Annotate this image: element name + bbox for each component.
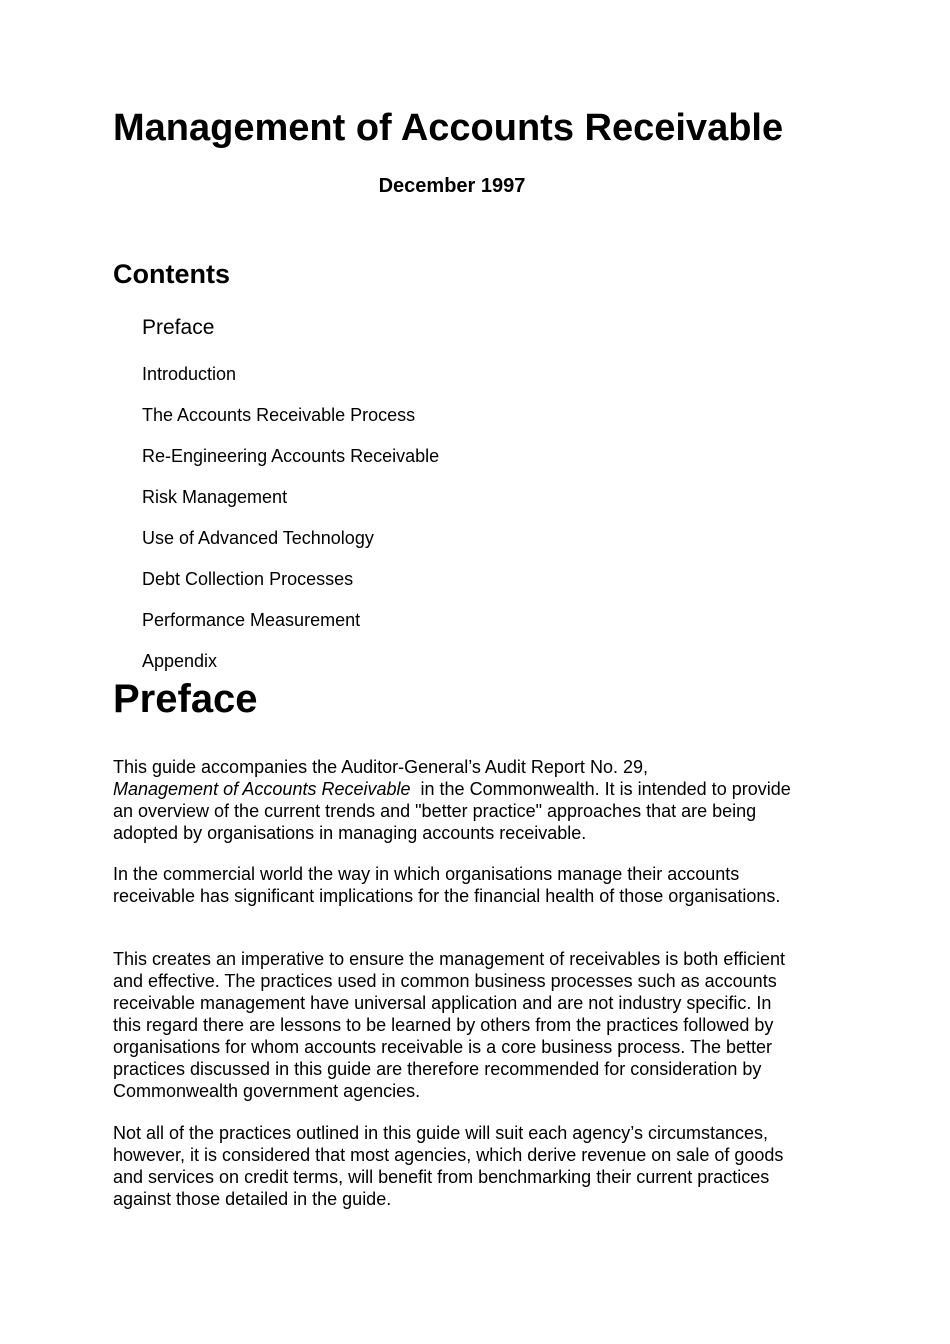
toc-item-re-engineering[interactable]: Re-Engineering Accounts Receivable (142, 446, 440, 466)
contents-heading: Contents (113, 259, 230, 289)
report-title-italic: Management of Accounts Receivable (113, 779, 411, 799)
preface-heading: Preface (113, 677, 258, 721)
preface-paragraph-1 (113, 756, 803, 844)
toc-item-accounts-receivable-process[interactable]: The Accounts Receivable Process (142, 405, 416, 425)
toc-item-preface[interactable]: Preface (142, 316, 215, 339)
preface-paragraph-1-start: This guide accompanies the Auditor-General’s Audit Report No. 29, (113, 757, 648, 777)
preface-paragraph-4: Not all of the practices outlined in this guide will suit each agency’s circumstances, however, it is considered that most agencies, which derive revenue on sale of goods and services on credit terms, will benefit from benchmarking their current practices against those detailed in the guide. (113, 1123, 784, 1209)
preface-paragraph-1-end: in the Commonwealth. It is intended to provide an overview of the current trends and "better practice" approaches that are being adopted by organisations in managing accounts receivable. (113, 779, 791, 843)
preface-paragraph-3: This creates an imperative to ensure the management of receivables is both efficient and effective. The practices used in common business processes such as accounts receivable management have universal application and are not industry specific. In this regard there are lessons to be learned by others from the practices followed by organisations for whom accounts receivable is a core business process. The better practices discussed in this guide are therefore recommended for consideration by Commonwealth government agencies. (113, 949, 786, 1101)
preface-paragraph-2: In the commercial world the way in which organisations manage their accounts receivable has significant implications for the financial health of those organisations. (113, 864, 781, 906)
toc-item-introduction[interactable]: Introduction (142, 364, 237, 384)
toc-item-appendix[interactable]: Appendix (142, 651, 218, 671)
toc-item-risk-management[interactable]: Risk Management (142, 487, 288, 507)
document-date: December 1997 (378, 175, 526, 197)
document-title: Management of Accounts Receivable (113, 107, 784, 149)
toc-item-debt-collection[interactable]: Debt Collection Processes (142, 569, 354, 589)
toc-item-performance-measurement[interactable]: Performance Measurement (142, 610, 361, 630)
toc-item-advanced-technology[interactable]: Use of Advanced Technology (142, 528, 374, 548)
